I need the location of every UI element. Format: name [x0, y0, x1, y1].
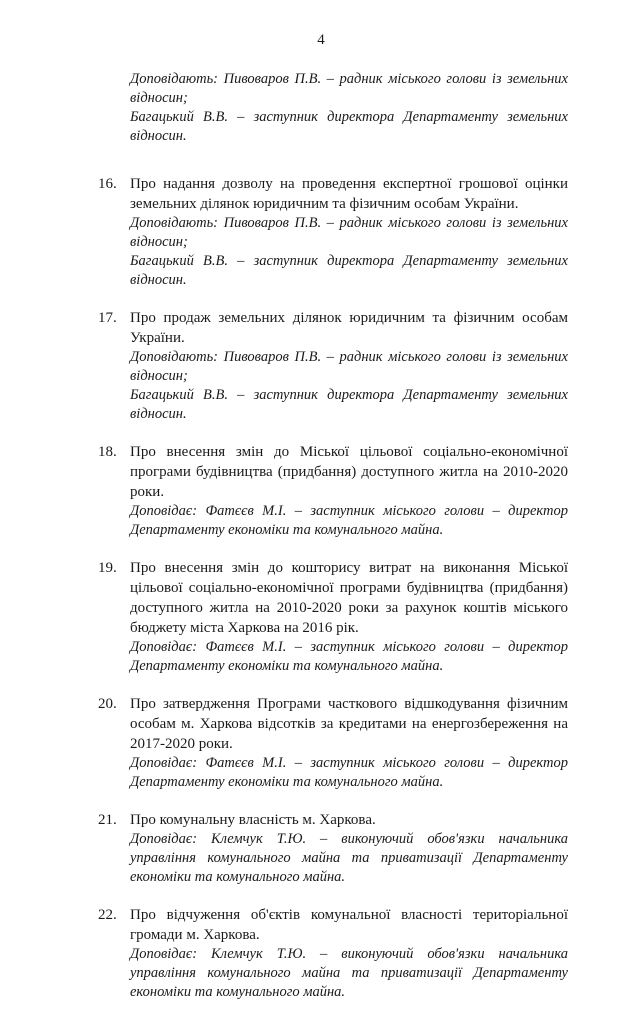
speaker-line: Доповідає: Фатєєв М.І. – заступник міського голови – директор Департаменту економіки та комунального майна. [130, 503, 568, 538]
agenda-item [98, 174, 568, 290]
speaker-line: Багацький В.В. – заступник директора Департаменту земельних відносин. [130, 109, 568, 144]
agenda-item [98, 694, 568, 792]
agenda-item [98, 905, 568, 1002]
agenda-item-continued [98, 70, 568, 146]
item-title: Про надання дозволу на проведення експертної грошової оцінки земельних ділянок юридичним та фізичним особам України. [130, 176, 568, 212]
page-number: 4 [317, 32, 325, 48]
speaker-line: Доповідають: Пивоваров П.В. – радник міського голови із земельних відносин; [130, 349, 568, 384]
agenda-item [98, 308, 568, 424]
item-title: Про відчуження об'єктів комунальної власності територіальної громади м. Харкова. [130, 907, 568, 943]
speaker-line: Доповідає: Клемчук Т.Ю. – виконуючий обов'язки начальника управління комунального майна та приватизації Департаменту економіки та комунального майна. [130, 946, 568, 1000]
item-title: Про продаж земельних ділянок юридичним та фізичним особам України. [130, 310, 568, 346]
item-number: 16. [98, 176, 117, 192]
item-number: 18. [98, 444, 117, 460]
speaker-line: Доповідають: Пивоваров П.В. – радник міського голови із земельних відносин; [130, 71, 568, 106]
agenda-item [98, 558, 568, 676]
item-title: Про комунальну власність м. Харкова. [130, 812, 376, 828]
agenda-list [98, 70, 568, 1020]
agenda-item [98, 810, 568, 887]
speaker-line: Доповідає: Клемчук Т.Ю. – виконуючий обов'язки начальника управління комунального майна та приватизації Департаменту економіки та комунального майна. [130, 831, 568, 885]
speaker-line: Багацький В.В. – заступник директора Департаменту земельних відносин. [130, 387, 568, 422]
item-number: 21. [98, 812, 117, 828]
item-title: Про внесення змін до кошторису витрат на виконання Міської цільової соціально-економічної програми будівництва (придбання) доступного житла на 2010-2020 роки за рахунок коштів міського бюджету міста Харкова на 2016 рік. [130, 560, 568, 636]
item-number: 17. [98, 310, 117, 326]
speaker-line: Доповідають: Пивоваров П.В. – радник міського голови із земельних відносин; [130, 215, 568, 250]
agenda-item [98, 442, 568, 540]
item-title: Про внесення змін до Міської цільової соціально-економічної програми будівництва (придбання) доступного житла на 2010-2020 роки. [130, 444, 568, 500]
speaker-line: Багацький В.В. – заступник директора Департаменту земельних відносин. [130, 253, 568, 288]
speaker-line: Доповідає: Фатєєв М.І. – заступник міського голови – директор Департаменту економіки та комунального майна. [130, 755, 568, 790]
item-number: 19. [98, 560, 117, 576]
speaker-line: Доповідає: Фатєєв М.І. – заступник міського голови – директор Департаменту економіки та комунального майна. [130, 639, 568, 674]
item-title: Про затвердження Програми часткового відшкодування фізичним особам м. Харкова відсотків за кредитами на енергозбереження на 2017-2020 роки. [130, 696, 568, 752]
item-number: 20. [98, 696, 117, 712]
item-number: 22. [98, 907, 117, 923]
